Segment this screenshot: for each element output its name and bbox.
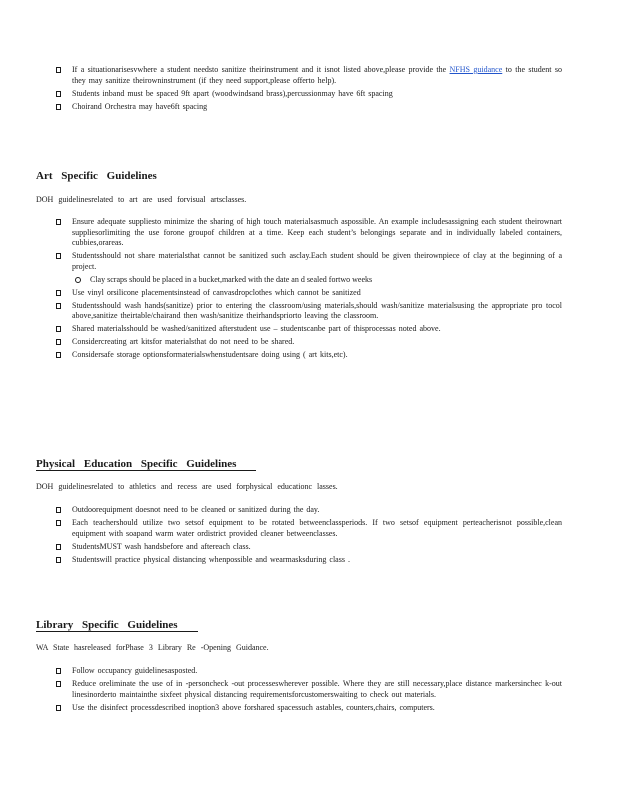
list-item-text: Reduce oreliminate the use of in -personcheck -out processeswherever possible. Where they are still necessary,place distance markersinchec k-out linesinorderto maintainthe sixfeet physical distancing requirementsforcustomerswaiting to check out materials.	[72, 679, 562, 699]
list-item	[56, 703, 562, 714]
list-item-text: Follow occupancy guidelinesasposted.	[72, 666, 198, 675]
list-item	[56, 251, 562, 272]
list-item	[56, 301, 562, 322]
list-item-text: to the student so they may sanitize theirowninstrument (if they need support,please offerto help).	[72, 65, 562, 85]
square-bullet-icon	[56, 681, 61, 687]
list-item	[56, 505, 562, 516]
library-heading: Library Specific Guidelines	[36, 619, 198, 632]
list-item-text: Use vinyl orsilicone placementsinstead of canvasdropclothes which cannot be sanitized	[72, 287, 361, 297]
list-item-text: Studentsshould wash hands(sanitize) prior to entering the classroom/using materials,should wash/sanitize materialsusing the appropriate pro tocol above,sanitize theirtable/chairand then wash/sanitize theirhandspriorto leaving the classroom.	[72, 300, 562, 320]
square-bullet-icon	[56, 219, 61, 225]
list-item	[56, 337, 562, 348]
art-heading: Art Specific Guidelines	[36, 170, 157, 182]
square-bullet-icon	[56, 339, 61, 345]
list-item-text: Each teachershould utilize two setsof equipment to be rotated betweenclassperiods. If two setsof equipment perteacherisnot possible,clean equipment with soapand warm water ordistrict provided cleaner betweenclasses.	[72, 518, 562, 538]
list-item-text: Outdoorequipment doesnot need to be cleaned or sanitized during the day.	[72, 505, 320, 514]
list-item-text: Use the disinfect processdescribed inoption3 above forshared spacessuch astables, counters,chairs, computers.	[72, 702, 435, 712]
square-bullet-icon	[56, 705, 61, 711]
square-bullet-icon	[56, 668, 61, 674]
sub-list-item	[56, 275, 562, 286]
list-item	[56, 350, 562, 361]
list-item-text: StudentsMUST wash handsbefore and aftereach class.	[72, 541, 251, 551]
square-bullet-icon	[56, 544, 61, 550]
list-item-text: Shared materialsshould be washed/sanitized afterstudent use – studentscanbe part of thisprocessas noted above.	[72, 324, 441, 333]
list-item	[56, 89, 562, 100]
nfhs-guidance-link[interactable]: NFHS guidance	[449, 65, 503, 74]
list-item-text: Studentsshould not share materialsthat cannot be sanitized such asclay.Each student should be given theirownpiece of clay at the beginning of a project.	[72, 251, 562, 271]
square-bullet-icon	[56, 520, 61, 526]
square-bullet-icon	[56, 352, 61, 358]
square-bullet-icon	[56, 557, 61, 563]
square-bullet-icon	[56, 303, 61, 309]
square-bullet-icon	[56, 253, 61, 259]
pe-intro: DOH guidelinesrelated to athletics and recess are used forphysical educationc lasses.	[36, 482, 338, 491]
list-item-text: If a situationarisesvwhere a student needsto sanitize theirinstrument and it isnot listed above,please provide the	[72, 65, 450, 74]
square-bullet-icon	[56, 67, 61, 73]
square-bullet-icon	[56, 507, 61, 513]
list-item	[56, 518, 562, 539]
list-item	[56, 542, 562, 553]
list-item-text: Studentswill practice physical distancing whenpossible and wearmasksduring class .	[72, 554, 350, 564]
square-bullet-icon	[56, 91, 61, 97]
circle-bullet-icon	[75, 277, 81, 283]
sub-list-item-text: Clay scraps should be placed in a bucket,marked with the date an d sealed fortwo weeks	[90, 274, 373, 284]
list-item	[56, 324, 562, 335]
list-item-text: Choirand Orchestra may have6ft spacing	[72, 101, 208, 111]
list-item	[56, 666, 562, 677]
pe-heading: Physical Education Specific Guidelines	[36, 458, 256, 471]
library-intro: WA State hasreleased forPhase 3 Library Re -Opening Guidance.	[36, 643, 269, 652]
list-item	[56, 65, 562, 86]
list-item	[56, 217, 562, 249]
library-guidelines-list	[56, 666, 562, 716]
list-item-text: Students inband must be spaced 9ft apart (woodwindsand brass),percussionmay have 6ft spacing	[72, 88, 393, 98]
list-item-text: Considersafe storage optionsformaterialswhenstudentsare doing using ( art kits,etc).	[72, 350, 348, 359]
list-item	[56, 288, 562, 299]
square-bullet-icon	[56, 326, 61, 332]
list-item	[56, 102, 562, 113]
art-guidelines-list	[56, 217, 562, 363]
list-item-text: Considercreating art kitsfor materialsthat do not need to be shared.	[72, 337, 295, 346]
list-item	[56, 679, 562, 700]
list-item-text: Ensure adequate suppliesto minimize the sharing of high touch materialsasmuch aspossible. An example includesassigning each student theirownart suppliesorlimiting the use forone groupof children at a time. Keep each student’s belongings separate and in individually labeled containers, cubbies,orareas.	[72, 217, 562, 247]
square-bullet-icon	[56, 104, 61, 110]
music-guidelines-list	[56, 65, 562, 115]
list-item	[56, 555, 562, 566]
square-bullet-icon	[56, 290, 61, 296]
art-intro: DOH guidelinesrelated to art are used forvisual artsclasses.	[36, 195, 247, 204]
pe-guidelines-list	[56, 505, 562, 568]
